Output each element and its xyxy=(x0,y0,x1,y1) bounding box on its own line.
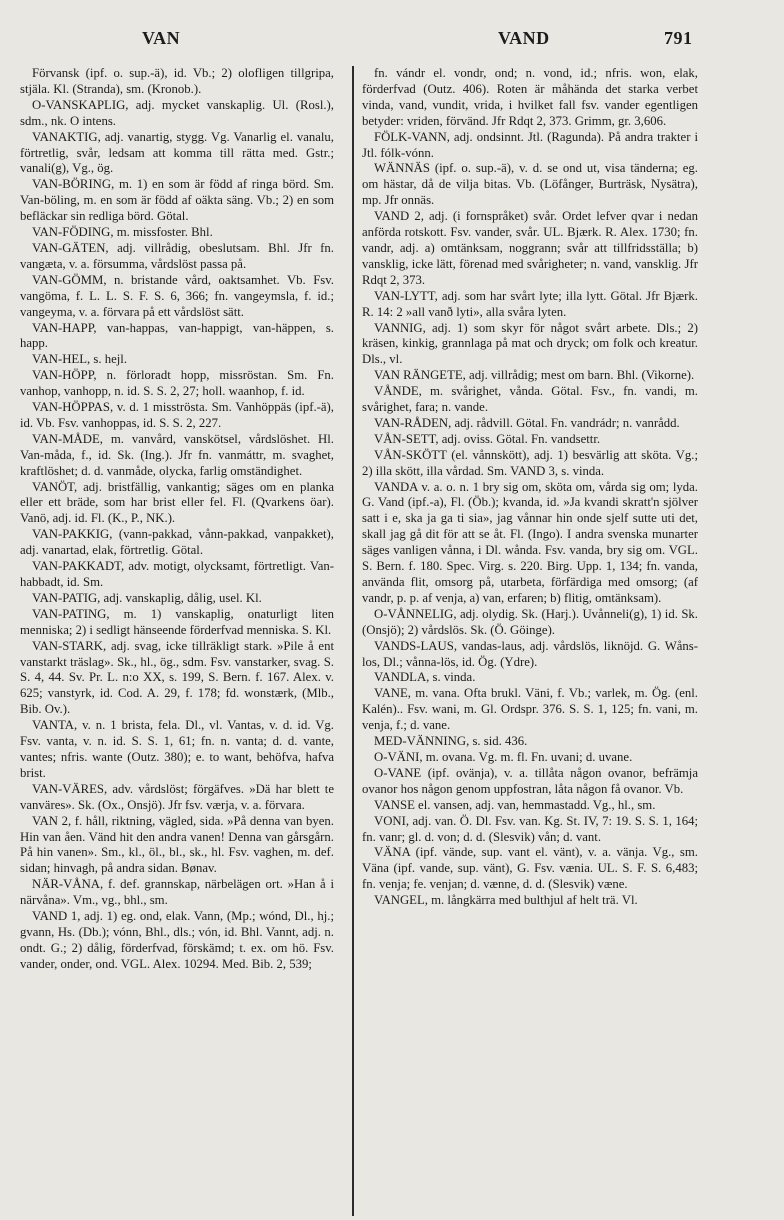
column-divider xyxy=(352,66,354,1216)
dictionary-entry: VANGEL, m. långkärra med bulthjul af helt trä. Vl. xyxy=(374,893,638,908)
dictionary-entry: VAN-VÄRES, adv. vårdslöst; förgäfves. »Dä har blett te vanväres». Sk. (Ox., Onsjö). Jfr fsv. værja, v. a. förvara. xyxy=(20,781,334,812)
right-column xyxy=(362,66,698,1206)
dictionary-entry: VANAKTIG, adj. vanartig, stygg. Vg. Vanarlig el. vanalu, förtretlig, svår, ledsam att komma till rätta med. Gstr.; vanali(g), Vg., ög. xyxy=(20,129,334,176)
running-head-left: VAN xyxy=(142,28,181,48)
dictionary-entry: VÄNA (ipf. vände, sup. vant el. vänt), v. a. vänja. Vg., sm. Väna (ipf. vande, sup. vänt), G. Fsv. vænia. UL. S. F. S. 6,483; fn. venja; fe. venjan; d. vænne, d. d. (Slesvik) væne. xyxy=(362,845,698,892)
dictionary-entry: VAN-LYTT, adj. som har svårt lyte; illa lytt. Götal. Jfr Bjærk. R. 14: 2 »all vanð lyti», alla svåra lyten. xyxy=(362,288,698,319)
dictionary-entry: VAND 2, adj. (i fornspråket) svår. Ordet lefver qvar i nedan anförda rotskott. Fsv. vander, svår. UL. Bjærk. R. Alex. 1730; fn. vandr, adj. a) omtänksam, noggrann; svår att tillfridsställa; b) vansklig, icke lätt, förenad med svårigheter; n. vand, vansklig. Jfr Rdqt 2, 373. xyxy=(362,209,698,287)
dictionary-entry: VAN-BÖRING, m. 1) en som är född af ringa börd. Sm. Van-böling, m. en som är född af oäkta säng. Vb.; 2) en som befläckar sin redliga börd. Götal. xyxy=(20,177,334,224)
dictionary-entry: O-VÄNI, m. ovana. Vg. m. fl. Fn. uvani; d. uvane. xyxy=(374,749,633,764)
dictionary-entry: VANSE el. vansen, adj. van, hemmastadd. Vg., hl., sm. xyxy=(374,797,656,812)
dictionary-entry: VAN-RÅDEN, adj. rådvill. Götal. Fn. vandrádr; n. vanrådd. xyxy=(374,415,680,430)
dictionary-entry: VAN-HEL, s. hejl. xyxy=(32,352,128,367)
dictionary-entry: VANE, m. vana. Ofta brukl. Väni, f. Vb.; varlek, m. Ög. (enl. Kalén).. Fsv. wani, m. Gl. Ordspr. 376. S. S. 1, 125; fn. vani, m. venja, f.; d. vane. xyxy=(362,686,698,733)
dictionary-entry: O-VÅNNELIG, adj. olydig. Sk. (Harj.). Uvånneli(g), 1) id. Sk. (Onsjö); 2) vårdslös. Sk. (Ö. Göinge). xyxy=(362,606,698,637)
dictionary-entry: VAN-GÖMM, n. bristande vård, oaktsamhet. Vb. Fsv. vangöma, f. L. L. S. F. S. 6, 366; fn. vangeymsla, f. id.; vangeyma, v. a. förvara på ett vårdslöst sätt. xyxy=(20,272,334,319)
page-number: 791 xyxy=(664,28,693,48)
dictionary-entry: VÅN-SKÖTT (el. vånnskött), adj. 1) besvärlig att sköta. Vg.; 2) illa skött, illa vårdad. Sm. VAND 3, s. vinda. xyxy=(362,447,698,478)
dictionary-entry: VAND 1, adj. 1) eg. ond, elak. Vann, (Mp.; wónd, Dl., hj.; gvann, Hs. (Db.); vónn, Bhl., dls.; vón, id. Bhl. Vannt, adj. n. ondt. G.; 2) dålig, förderfvad, förskämd; t. ex. om hö. Fsv. vander, onder, ond. VGL. Alex. 10294. Med. Bib. 2, 539; xyxy=(20,909,334,971)
dictionary-entry: VANTA, v. n. 1 brista, fela. Dl., vl. Vantas, v. d. id. Vg. Fsv. vanta, v. n. id. S. S. 1, 61; fn. n. vanta; d. d. vante, vantes; nfris. wante (Outz. 380); e. to want, behöfva, hafva brist. xyxy=(20,718,334,780)
dictionary-entry: VAN-MÅDE, m. vanvård, vanskötsel, vårdslöshet. Hl. Van-måda, f., id. Sk. (Ing.). Jfr fn. vanmáttr, m. svaghet, kraftlöshet; d. d. vanmåde, olycka, farlig omständighet. xyxy=(20,431,334,478)
dictionary-entry: VONI, adj. van. Ö. Dl. Fsv. van. Kg. St. IV, 7: 19. S. S. 1, 164; fn. vanr; gl. d. von; d. d. (Slesvik) vån; d. vant. xyxy=(362,813,698,844)
dictionary-entry: VAN-HAPP, van-happas, van-happigt, van-häppen, s. happ. xyxy=(20,320,334,351)
dictionary-entry: VAN 2, f. håll, riktning, vägled, sida. »På denna van byen. Hin van åen. Vänd hit den andra vanen! Denna van gårsgårn. På hin vanen». Sm., kl., öl., bl., sk., hl. Fsv. vaghen, m. def. sidan; hinvagh, på andra sidan. Bønav. xyxy=(20,813,334,876)
dictionary-entry: VAN-PATING, m. 1) vanskaplig, onaturligt liten menniska; 2) i sedligt hänseende förderfvad menniska. S. Kl. xyxy=(20,606,334,637)
dictionary-entry: VAN-FÖDING, m. missfoster. Bhl. xyxy=(32,225,213,240)
dictionary-entry: VAN-HÖPPAS, v. d. 1 misströsta. Sm. Vanhöppäs (ipf.-ä), id. Vb. Fsv. vanhoppas, id. S. S. 2, 227. xyxy=(20,400,334,430)
dictionary-entry: VANDA v. a. o. n. 1 bry sig om, sköta om, vårda sig om; lyda. G. Vand (ipf.-a), Fl. (Öb.); kvanda, id. »Ja kvandi skratt'n sjölver satt i e, ska ja ga ti sia», jag vånnar hin onde sjelf sutte uti det, skall jag gå dit för att se åt. Fl. (Ingo). I andra svenska munarter säges vanligen vånna, i Dl. wånda. Fsv. vanda, bry sig om. VGL. S. Bern. f. 180. Spec. Virg. s. 220. Birg. Upp. 1, 134; fn. vanda, använda flit, omsorg på, utarbeta, förfärdiga med omsorg; (af vandr, p. p. af venja, a) van, erfaren; b) flitig, omtänksam). xyxy=(362,479,698,605)
dictionary-entry: MED-VÄNNING, s. sid. 436. xyxy=(374,734,528,749)
dictionary-entry: VAN RÄNGETE, adj. villrådig; mest om barn. Bhl. (Vikorne). xyxy=(374,368,695,383)
dictionary-entry: WÄNNÄS (ipf. o. sup.-ä), v. d. se ond ut, visa tänderna; eg. om hästar, då de vilja bitas. Vb. (Löfånger, Burträsk, Nysätra), mp. Jfr onnäs. xyxy=(362,161,698,208)
dictionary-entry: FÖLK-VANN, adj. ondsinnt. Jtl. (Ragunda). På andra trakter i Jtl. fólk-vónn. xyxy=(362,129,698,160)
dictionary-entry: VAN-PAKKADT, adv. motigt, olycksamt, förtretligt. Van-habbadt, id. Sm. xyxy=(20,559,334,589)
dictionary-entry: VAN-GÄTEN, adj. villrådig, obeslutsam. Bhl. Jfr fn. vangæta, v. a. försumma, vårdslöst passa på. xyxy=(20,240,334,271)
dictionary-entry: VANDLA, s. vinda. xyxy=(374,670,476,685)
dictionary-entry: VANDS-LAUS, vandas-laus, adj. vårdslös, liknöjd. G. Wåns-los, Dl.; vånna-lös, id. Ög. (Ydre). xyxy=(362,638,698,669)
dictionary-entry: VANÖT, adj. bristfällig, vankantig; säges om en planka eller ett bräde, som har brist eller fel. Fl. (Qvarkens öar). Vanö, adj. id. Fl. (K., P., NK.). xyxy=(20,479,334,526)
dictionary-entry: VAN-STARK, adj. svag, icke tillräkligt stark. »Pile å ent vanstarkt träslag». Sk., hl., ög., sdm. Fsv. vanstarker, svag. S. S. 4, 44. Sv. Pr. L. n:o XX, s. 199, S. Bern. f. 167. Alex. v. 625; vanstyrk, id. Cod. A. 29, f. 178; fd. wonstærk, (Mlb., Bib. Ov.). xyxy=(20,638,334,717)
dictionary-entry: VAN-HÖPP, n. förloradt hopp, missröstan. Sm. Fn. vanhop, vanhopp, n. id. S. S. 2, 27; holl. waanhop, f. id. xyxy=(20,368,334,399)
dictionary-entry: VAN-PATIG, adj. vanskaplig, dålig, usel. Kl. xyxy=(32,590,262,605)
dictionary-entry: VÅNDE, m. svårighet, vånda. Götal. Fsv., fn. vandi, m. svårighet, fara; n. vande. xyxy=(362,384,698,415)
dictionary-entry: O-VANE (ipf. ovänja), v. a. tillåta någon ovanor, befrämja ovanor hos någon genom uppfostran, låta någon få ovanor. Vb. xyxy=(362,765,698,796)
dictionary-entry: VAN-PAKKIG, (vann-pakkad, vånn-pakkad, vanpakket), adj. vanartad, elak, förtretlig. Götal. xyxy=(20,527,334,558)
dictionary-entry: Förvansk (ipf. o. sup.-ä), id. Vb.; 2) olofligen tillgripa, stjäla. Kl. (Stranda), sm. (Kronob.). xyxy=(20,66,334,96)
dictionary-entry: VANNIG, adj. 1) som skyr för något svårt arbete. Dls.; 2) kräsen, kinkig, grannlaga på mat och dryck; om folk och kreatur. Dls., vl. xyxy=(362,320,698,367)
running-head-center: VAND xyxy=(498,28,550,48)
left-column xyxy=(20,66,334,1206)
dictionary-entry: NÄR-VÅNA, f. def. grannskap, närbelägen ort. »Han å i närvåna». Vm., vg., bhl., sm. xyxy=(20,877,334,908)
dictionary-entry: O-VANSKAPLIG, adj. mycket vanskaplig. Ul. (Rosl.), sdm., nk. O intens. xyxy=(20,97,334,128)
dictionary-entry: fn. vándr el. vondr, ond; n. vond, id.; nfris. won, elak, förderfvad (Outz. 406). Roten är måhända det starka verbet vinda, vand, vundit, vrida, i hvilket fall fsv. vander egentligen betyder: vriden, förvänd. Jfr Rdqt 2, 373. Grimm, gr. 3,606. xyxy=(362,66,698,128)
dictionary-entry: VÅN-SETT, adj. oviss. Götal. Fn. vandsettr. xyxy=(374,431,601,446)
